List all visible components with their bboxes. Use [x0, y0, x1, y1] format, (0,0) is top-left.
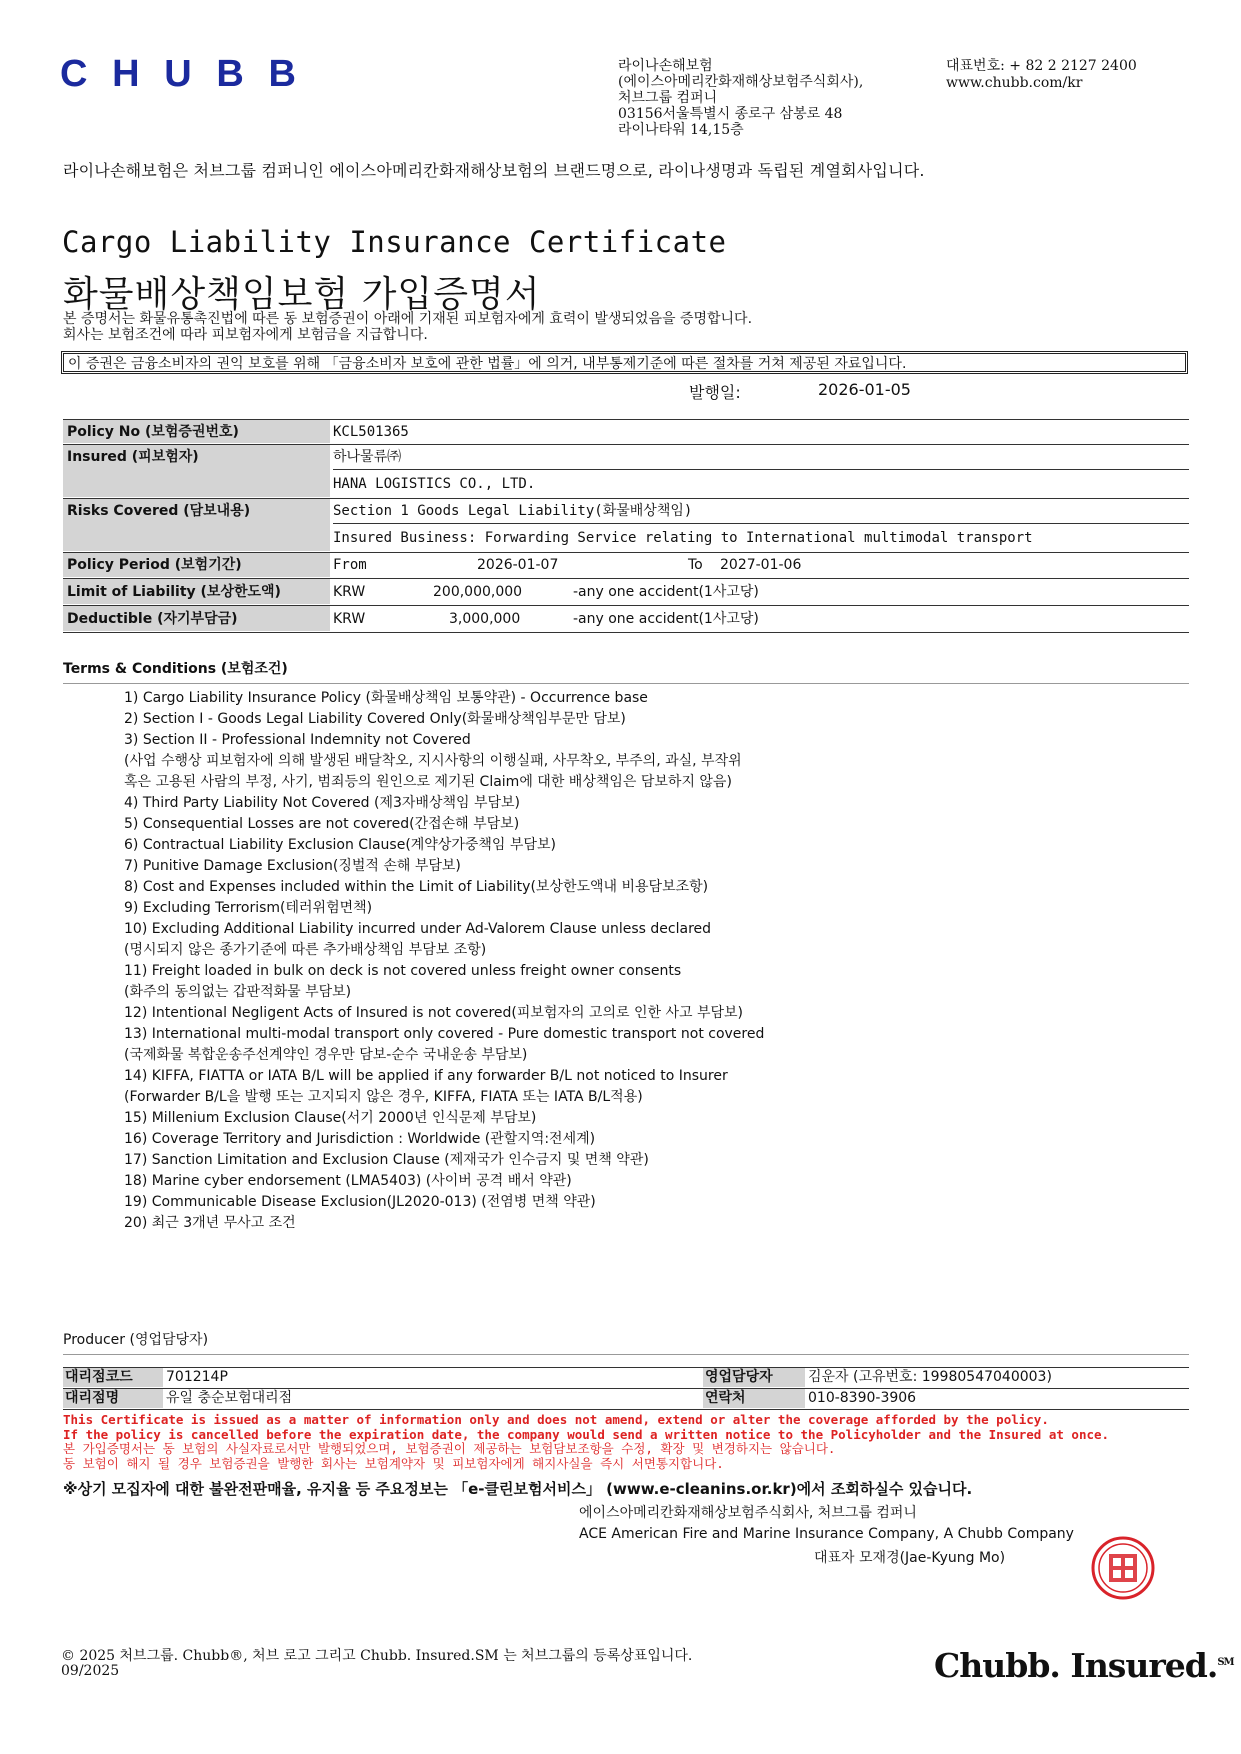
terms-line: 혹은 고용된 사람의 부정, 사기, 범죄등의 원인으로 제기된 Claim에 대한 배상책임은 담보하지 않음) [124, 774, 732, 790]
terms-line: 5) Consequential Losses are not covered(간접손해 부담보) [124, 816, 520, 832]
limit-basis: -any one accident(1사고당) [573, 584, 759, 600]
producer-row [63, 1367, 1189, 1388]
address-line: 03156서울특별시 종로구 삼봉로 48 [618, 106, 843, 122]
terms-line: (국제화물 복합운송주선계약인 경우만 담보-순수 국내운송 부담보) [124, 1047, 528, 1063]
terms-line: (Forwarder B/L을 발행 또는 고지되지 않은 경우, KIFFA, FIATA 또는 IATA B/L적용) [124, 1089, 643, 1105]
ceo-name: 대표자 모재경(Jae-Kyung Mo) [814, 1550, 1006, 1566]
period-from-label: From [333, 557, 367, 573]
disclaimer-line: This Certificate is issued as a matter of information only and does not amend, extend or alter the coverage afforded by the policy. [63, 1412, 1049, 1427]
risks-label: Risks Covered (담보내용) [63, 499, 330, 551]
terms-line: 15) Millenium Exclusion Clause(서기 2000년 인식문제 부담보) [124, 1110, 537, 1126]
producer-table [63, 1367, 1189, 1410]
limit-currency: KRW [333, 584, 366, 600]
address-line: 라이나타워 14,15층 [618, 122, 744, 138]
address-line: (에이스아메리칸화재해상보험주식회사), [618, 74, 864, 90]
producer-title: Producer (영업담당자) [63, 1332, 209, 1348]
version-code: 09/2025 [61, 1663, 120, 1679]
issue-date-label: 발행일: [689, 383, 741, 402]
agency-name: 유일 충순보험대리점 [166, 1390, 293, 1406]
terms-line: 7) Punitive Damage Exclusion(징벌적 손해 부담보) [124, 858, 461, 874]
intro-text [63, 311, 752, 343]
terms-line: 8) Cost and Expenses included within the Limit of Liability(보상한도액내 비용담보조항) [124, 879, 709, 895]
company-seal-icon [1091, 1536, 1155, 1600]
copyright-line: © 2025 처브그룹. Chubb®, 처브 로고 그리고 Chubb. Insured.SM 는 처브그룹의 등록상표입니다. [61, 1648, 693, 1664]
agent-label: 영업담당자 [703, 1368, 805, 1387]
limit-row [63, 579, 1189, 606]
producer-row [63, 1388, 1189, 1409]
risks-line-2: Insured Business: Forwarding Service relating to International multimodal transport [333, 530, 1033, 546]
insured-name-ko: 하나물류㈜ [333, 445, 1189, 470]
terms-line: 4) Third Party Liability Not Covered (제3자배상책임 부담보) [124, 795, 521, 811]
disclaimer-line: 본 가입증명서는 동 보험의 사실자료로서만 발행되었으며, 보험증권이 제공하는 보험담보조항을 수정, 확장 및 변경하지는 않습니다. [63, 1441, 836, 1456]
phone-number: 대표번호: + 82 2 2127 2400 [946, 58, 1137, 74]
policy-no-value: KCL501365 [333, 424, 409, 440]
terms-line: 6) Contractual Liability Exclusion Clause(계약상가중책임 부담보) [124, 837, 556, 853]
risks-row [63, 499, 1189, 553]
svg-text:CHUBB: CHUBB [60, 56, 310, 92]
terms-line: 1) Cargo Liability Insurance Policy (화물배상책임 보통약관) - Occurrence base [124, 690, 648, 706]
contact-label: 연락처 [703, 1389, 805, 1408]
agency-code-label: 대리점코드 [63, 1368, 163, 1387]
terms-line: 13) International multi-modal transport only covered - Pure domestic transport not covered [124, 1026, 765, 1042]
terms-line: 17) Sanction Limitation and Exclusion Clause (제재국가 인수금지 및 면책 약관) [124, 1152, 649, 1168]
risks-line-1: Section 1 Goods Legal Liability(화물배상책임) [333, 499, 1189, 524]
terms-line: 10) Excluding Additional Liability incurred under Ad-Valorem Clause unless declared [124, 921, 712, 937]
terms-line: 2) Section I - Goods Legal Liability Covered Only(화물배상책임부문만 담보) [124, 711, 626, 727]
divider [63, 1354, 1189, 1355]
tagline-text: Chubb. Insured. [934, 1646, 1218, 1685]
deductible-currency: KRW [333, 611, 366, 627]
title-korean: 화물배상책임보험 가입증명서 [63, 274, 541, 315]
company-name-korean: 에이스아메리칸화재해상보험주식회사, 처브그룹 컴퍼니 [579, 1505, 917, 1521]
insured-name-en: HANA LOGISTICS CO., LTD. [333, 476, 536, 492]
deductible-amount: 3,000,000 [449, 611, 521, 627]
service-mark: SM [1217, 1657, 1234, 1668]
insured-row [63, 445, 1189, 499]
company-address [618, 58, 863, 138]
terms-line: (사업 수행상 피보험자에 의해 발생된 배달착오, 지시사항의 이행실패, 사무착오, 부주의, 과실, 부작위 [124, 753, 742, 769]
title-english: Cargo Liability Insurance Certificate [62, 225, 727, 259]
agency-name-label: 대리점명 [63, 1389, 163, 1408]
policy-no-label: Policy No (보험증권번호) [63, 420, 330, 443]
deductible-label: Deductible (자기부담금) [63, 606, 330, 631]
address-line: 처브그룹 컴퍼니 [618, 90, 718, 106]
disclaimer-line: 동 보험이 해지 될 경우 보험증권을 발행한 회사는 보험계약자 및 피보험자에게 해지사실을 즉시 서면통지합니다. [63, 1455, 724, 1471]
e-clean-notice: ※상기 모집자에 대한 불완전판매율, 유지율 등 주요정보는 「e-클린보험서비스」 (www.e-cleanins.or.kr)에서 조회하실수 있습니다. [63, 1480, 973, 1498]
terms-line: 9) Excluding Terrorism(테러위험면책) [124, 900, 373, 916]
agent-name: 김운자 (고유번호: 19980547040003) [808, 1369, 1052, 1385]
terms-line: 20) 최근 3개년 무사고 조건 [124, 1215, 296, 1231]
terms-line: 11) Freight loaded in bulk on deck is not covered unless freight owner consents [124, 963, 682, 979]
policy-table [63, 419, 1189, 640]
period-to-label: To [688, 557, 703, 573]
terms-line: 14) KIFFA, FIATTA or IATA B/L will be applied if any forwarder B/L not noticed to Insurer [124, 1068, 728, 1084]
terms-line: 3) Section II - Professional Indemnity not Covered [124, 732, 471, 748]
consumer-protection-notice: 이 증권은 금융소비자의 권익 보호를 위해 「금융소비자 보호에 관한 법률」에 의거, 내부통제기준에 따른 절차를 거쳐 제공된 자료입니다. [61, 351, 1188, 374]
period-label: Policy Period (보험기간) [63, 553, 330, 577]
terms-list [124, 688, 764, 1234]
website-link[interactable]: www.chubb.com/kr [946, 75, 1083, 91]
brand-note: 라이나손해보험은 처브그룹 컴퍼니인 에이스아메리칸화재해상보험의 브랜드명으로, 라이나생명과 독립된 계열회사입니다. [63, 161, 925, 180]
deductible-row [63, 606, 1189, 633]
deductible-basis: -any one accident(1사고당) [573, 611, 759, 627]
divider [63, 683, 1189, 684]
chubb-insured-wordmark [934, 1646, 1234, 1685]
limit-amount: 200,000,000 [433, 584, 523, 600]
policy-no-row [63, 420, 1189, 445]
company-name-english: ACE American Fire and Marine Insurance Company, A Chubb Company [579, 1526, 1074, 1542]
period-from: 2026-01-07 [477, 557, 559, 573]
terms-line: 19) Communicable Disease Exclusion(JL2020-013) (전염병 면책 약관) [124, 1194, 596, 1210]
chubb-logo [60, 56, 315, 92]
period-row [63, 553, 1189, 579]
period-to: 2027-01-06 [720, 557, 802, 573]
intro-line: 본 증명서는 화물유통촉진법에 따른 동 보험증권이 아래에 기재된 피보험자에게 효력이 발생되었음을 증명합니다. [63, 311, 753, 327]
terms-line: 16) Coverage Territory and Jurisdiction : Worldwide (관할지역:전세계) [124, 1131, 596, 1147]
disclaimer-line: If the policy is cancelled before the expiration date, the company would send a written notice to the Policyholder and the Insured at once. [63, 1426, 1110, 1442]
address-line: 라이나손해보험 [618, 58, 713, 74]
terms-title: Terms & Conditions (보험조건) [63, 661, 288, 677]
copyright [61, 1649, 692, 1679]
contact-number: 010-8390-3906 [808, 1390, 917, 1406]
terms-line: 12) Intentional Negligent Acts of Insured is not covered(피보험자의 고의로 인한 사고 부담보) [124, 1005, 743, 1021]
issue-date: 2026-01-05 [818, 380, 911, 399]
agency-code: 701214P [166, 1369, 228, 1385]
intro-line: 회사는 보험조건에 따라 피보험자에게 보험금을 지급합니다. [63, 327, 428, 343]
company-contact [946, 58, 1137, 92]
limit-label: Limit of Liability (보상한도액) [63, 579, 330, 604]
terms-line: 18) Marine cyber endorsement (LMA5403) (사이버 공격 배서 약관) [124, 1173, 572, 1189]
insured-label: Insured (피보험자) [63, 445, 330, 497]
terms-line: (화주의 동의없는 갑판적화물 부담보) [124, 984, 352, 1000]
terms-line: (명시되지 않은 종가기준에 따른 추가배상책임 부담보 조항) [124, 942, 487, 958]
disclaimer [63, 1413, 1109, 1471]
